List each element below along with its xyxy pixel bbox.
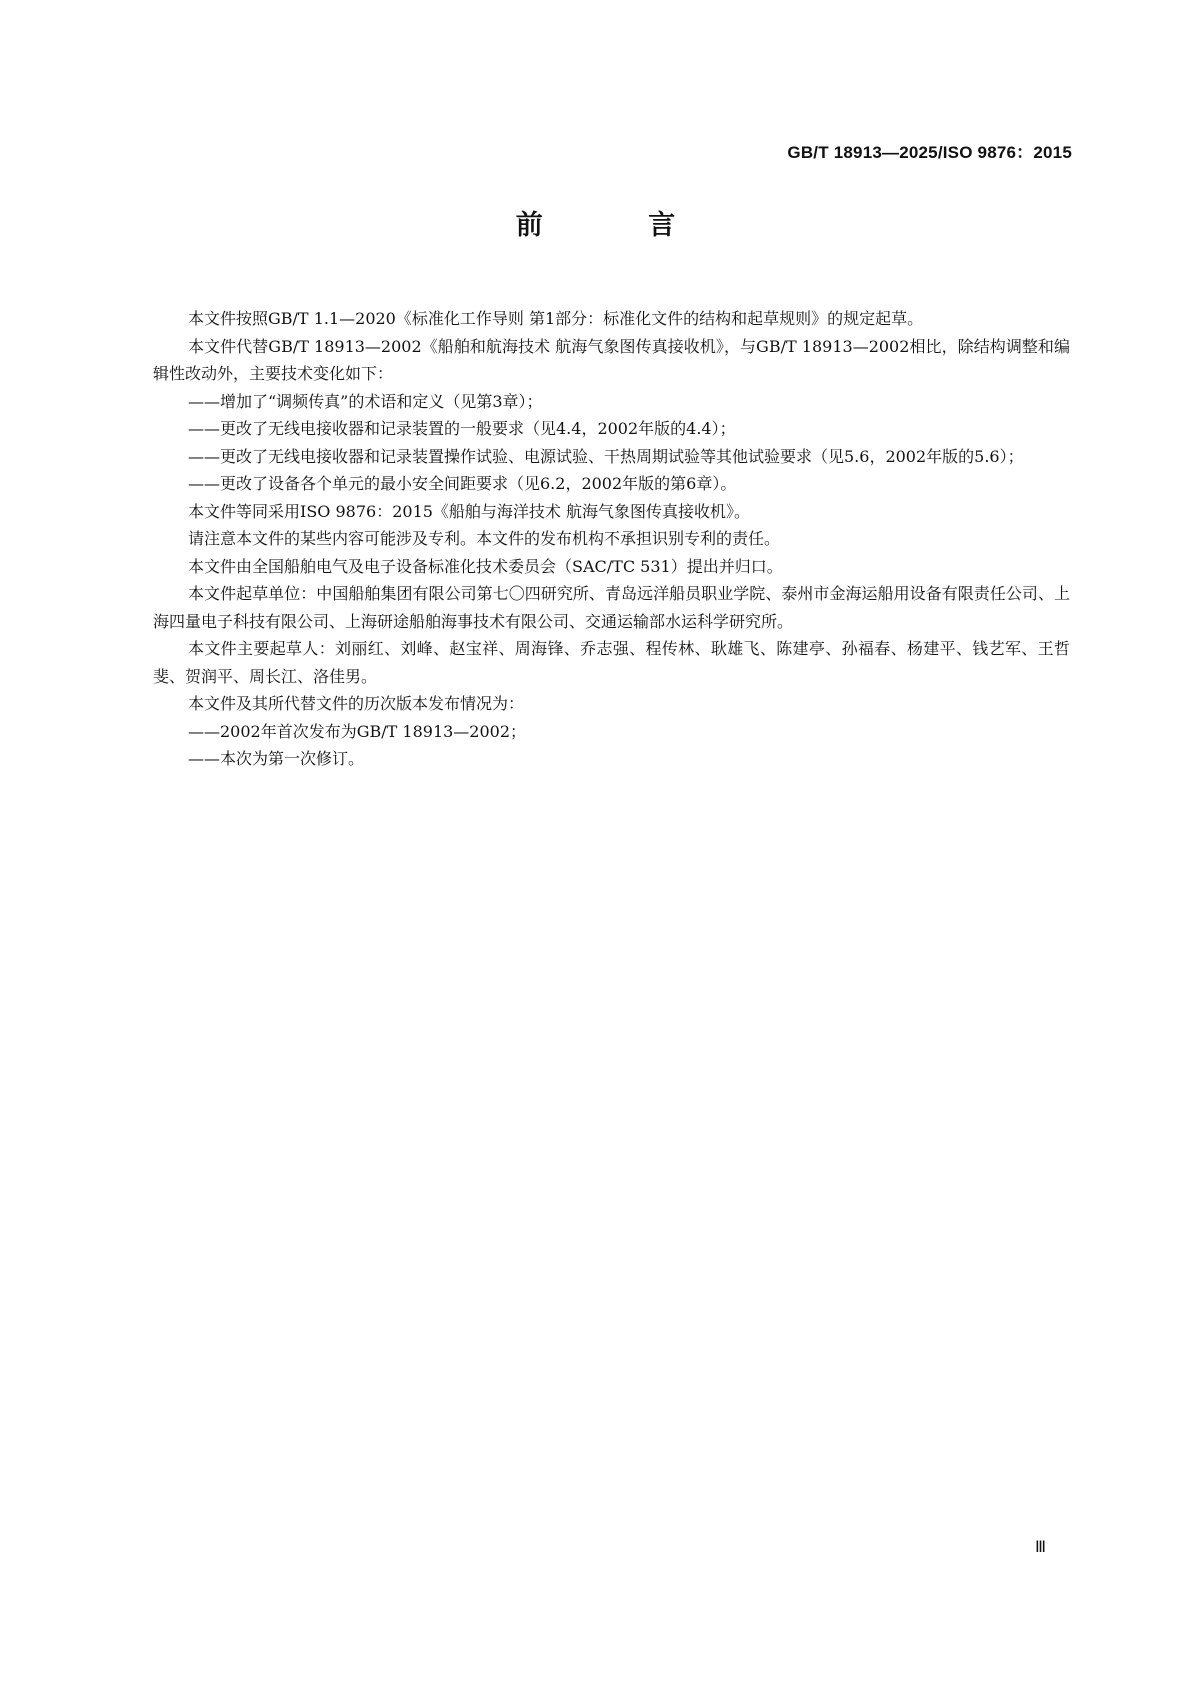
history-intro-paragraph: 本文件及其所代替文件的历次版本发布情况为： (188, 694, 525, 713)
adoption-paragraph: 本文件等同采用ISO 9876：2015《船舶与海洋技术 航海气象图传真接收机》。 (188, 501, 751, 521)
document-code: GB/T 18913—2025/ISO 9876：2015 (787, 143, 1072, 162)
drafting-rules-paragraph: 本文件按照GB/T 1.1—2020《标准化工作导则 第1部分：标准化文件的结构和起草规则》的规定起草。 (188, 309, 924, 328)
drafters-paragraph: 本文件主要起草人：刘丽红、刘峰、赵宝祥、周海锋、乔志强、程传林、耿雄飞、陈建亭、孙福春、杨建平、钱艺军、王哲斐、贺润平、周长江、洛佳男。 (153, 639, 1070, 686)
page-title: 前 言 (515, 210, 724, 241)
history-item: ——2002年首次发布为GB/T 18913—2002； (188, 721, 527, 741)
change-item: ——更改了设备各个单元的最小安全间距要求（见6.2，2002年版的第6章）。 (188, 474, 737, 493)
page-number: Ⅲ (1035, 1539, 1047, 1556)
drafting-units-paragraph: 本文件起草单位：中国船舶集团有限公司第七〇四研究所、青岛远洋船员职业学院、泰州市金海运船用设备有限责任公司、上海四量电子科技有限公司、上海研途船舶海事技术有限公司、交通运输部水运科学研究所。 (153, 584, 1070, 631)
change-item: ——更改了无线电接收器和记录装置操作试验、电源试验、干热周期试验等其他试验要求（见5.6，2002年版的5.6）； (188, 446, 1024, 466)
change-item: ——增加了“调频传真”的术语和定义（见第3章）； (188, 391, 543, 411)
patent-notice-paragraph: 请注意本文件的某些内容可能涉及专利。本文件的发布机构不承担识别专利的责任。 (188, 529, 781, 548)
foreword-body (153, 305, 1070, 773)
change-item: ——更改了无线电接收器和记录装置的一般要求（见4.4，2002年版的4.4）； (188, 419, 736, 438)
proposer-paragraph: 本文件由全国船舶电气及电子设备标准化技术委员会（SAC/TC 531）提出并归口。 (188, 556, 783, 576)
replacement-paragraph: 本文件代替GB/T 18913—2002《船舶和航海技术 航海气象图传真接收机》，与GB/T 18913—2002相比，除结构调整和编辑性改动外，主要技术变化如下： (153, 336, 1070, 383)
history-item: ——本次为第一次修订。 (188, 749, 365, 768)
